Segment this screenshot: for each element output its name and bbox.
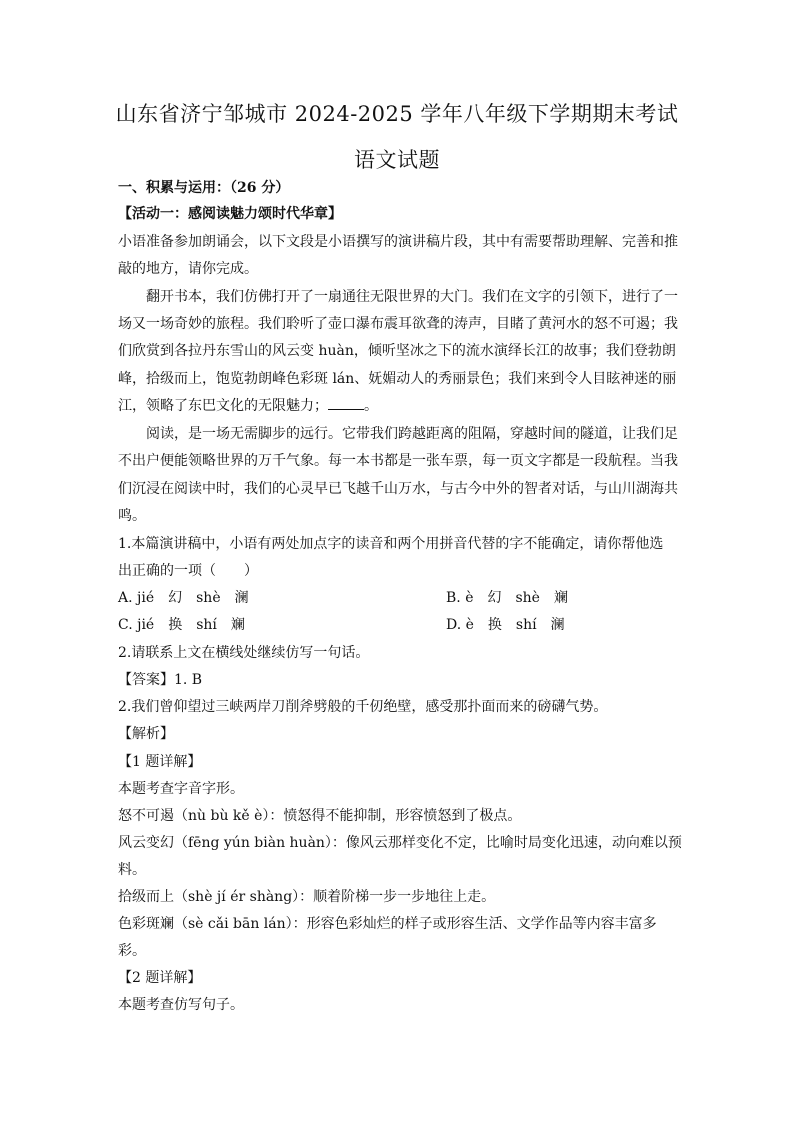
detail-1-intro: 本题考查字音字形。 — [118, 781, 244, 797]
activity-heading: 【活动一：感阅读魅力颂时代华章】 — [118, 206, 342, 222]
fill-blank — [328, 397, 364, 410]
option-a: A. jié 幻 shè 澜 — [118, 590, 249, 606]
word-explanation: 风云变幻（fēng yún biàn huàn）：像风云那样变化不定，比喻时局变化迅速，动向难以预 — [118, 835, 682, 851]
passage-line-with-blank — [118, 396, 378, 416]
document-subtitle: 语文试题 — [354, 148, 440, 172]
answer-label: 【答案】1. B — [118, 672, 203, 688]
intro-line: 敲的地方，请你完成。 — [118, 261, 258, 277]
passage-line: 们欣赏到各拉丹东雪山的风云变 huàn，倾听坚冰之下的流水演绎长江的故事；我们登勃朗 — [118, 343, 676, 359]
detail-2-label: 【2 题详解】 — [118, 970, 202, 986]
answer-2: 2.我们曾仰望过三峡两岸刀削斧劈般的千仞绝壁，感受那扑面而来的磅礴气势。 — [118, 699, 608, 715]
word-explanation: 拾级而上（shè jí ér shàng）：顺着阶梯一步一步地往上走。 — [118, 889, 496, 905]
analysis-label: 【解析】 — [118, 726, 174, 742]
question-1: 出正确的一项（ ） — [118, 563, 258, 579]
word-explanation: 料。 — [118, 862, 146, 878]
intro-line: 小语准备参加朗诵会，以下文段是小语撰写的演讲稿片段，其中有需要帮助理解、完善和推 — [118, 234, 678, 250]
detail-2-intro: 本题考查仿写句子。 — [118, 997, 244, 1013]
passage-line: 峰，拾级而上，饱览勃朗峰色彩斑 lán、妩媚动人的秀丽景色；我们来到令人目眩神迷的丽 — [118, 371, 677, 387]
passage-line: 阅读，是一场无需脚步的远行。它带我们跨越距离的阻隔，穿越时间的隧道，让我们足 — [146, 426, 678, 442]
passage-line: 鸣。 — [118, 508, 146, 524]
passage-line: 翻开书本，我们仿佛打开了一扇通往无限世界的大门。我们在文字的引领下，进行了一 — [146, 289, 678, 305]
option-c: C. jié 换 shí 斓 — [118, 617, 245, 633]
word-explanation: 彩。 — [118, 943, 146, 959]
detail-1-label: 【1 题详解】 — [118, 754, 202, 770]
passage-text: 江，领略了东巴文化的无限魅力； — [118, 398, 328, 414]
option-d: D. è 换 shí 澜 — [446, 617, 565, 633]
option-b: B. è 幻 shè 斓 — [446, 590, 568, 606]
document-title: 山东省济宁邹城市 2024-2025 学年八年级下学期期末考试 — [115, 102, 679, 126]
passage-line: 们沉浸在阅读中时，我们的心灵早已飞越千山万水，与古今中外的智者对话，与山川湖海共 — [118, 481, 678, 497]
section-heading: 一、积累与运用：（26 分） — [118, 180, 290, 196]
question-2: 2.请联系上文在横线处继续仿写一句话。 — [118, 645, 370, 661]
question-1: 1.本篇演讲稿中，小语有两处加点字的读音和两个用拼音代替的字不能确定，请你帮他选 — [118, 536, 664, 552]
word-explanation: 色彩斑斓（sè cǎi bān lán）：形容色彩灿烂的样子或形容生活、文学作品等内容丰富多 — [118, 916, 657, 932]
passage-line: 场又一场奇妙的旅程。我们聆听了壶口瀑布震耳欲聋的涛声，目睹了黄河水的怒不可遏；我 — [118, 316, 678, 332]
word-explanation: 怒不可遏（nù bù kě è）：愤怒得不能抑制，形容愤怒到了极点。 — [118, 808, 522, 824]
passage-line: 不出户便能领略世界的万千气象。每一本书都是一张车票，每一页文字都是一段航程。当我 — [118, 453, 678, 469]
passage-text: 。 — [364, 398, 378, 414]
